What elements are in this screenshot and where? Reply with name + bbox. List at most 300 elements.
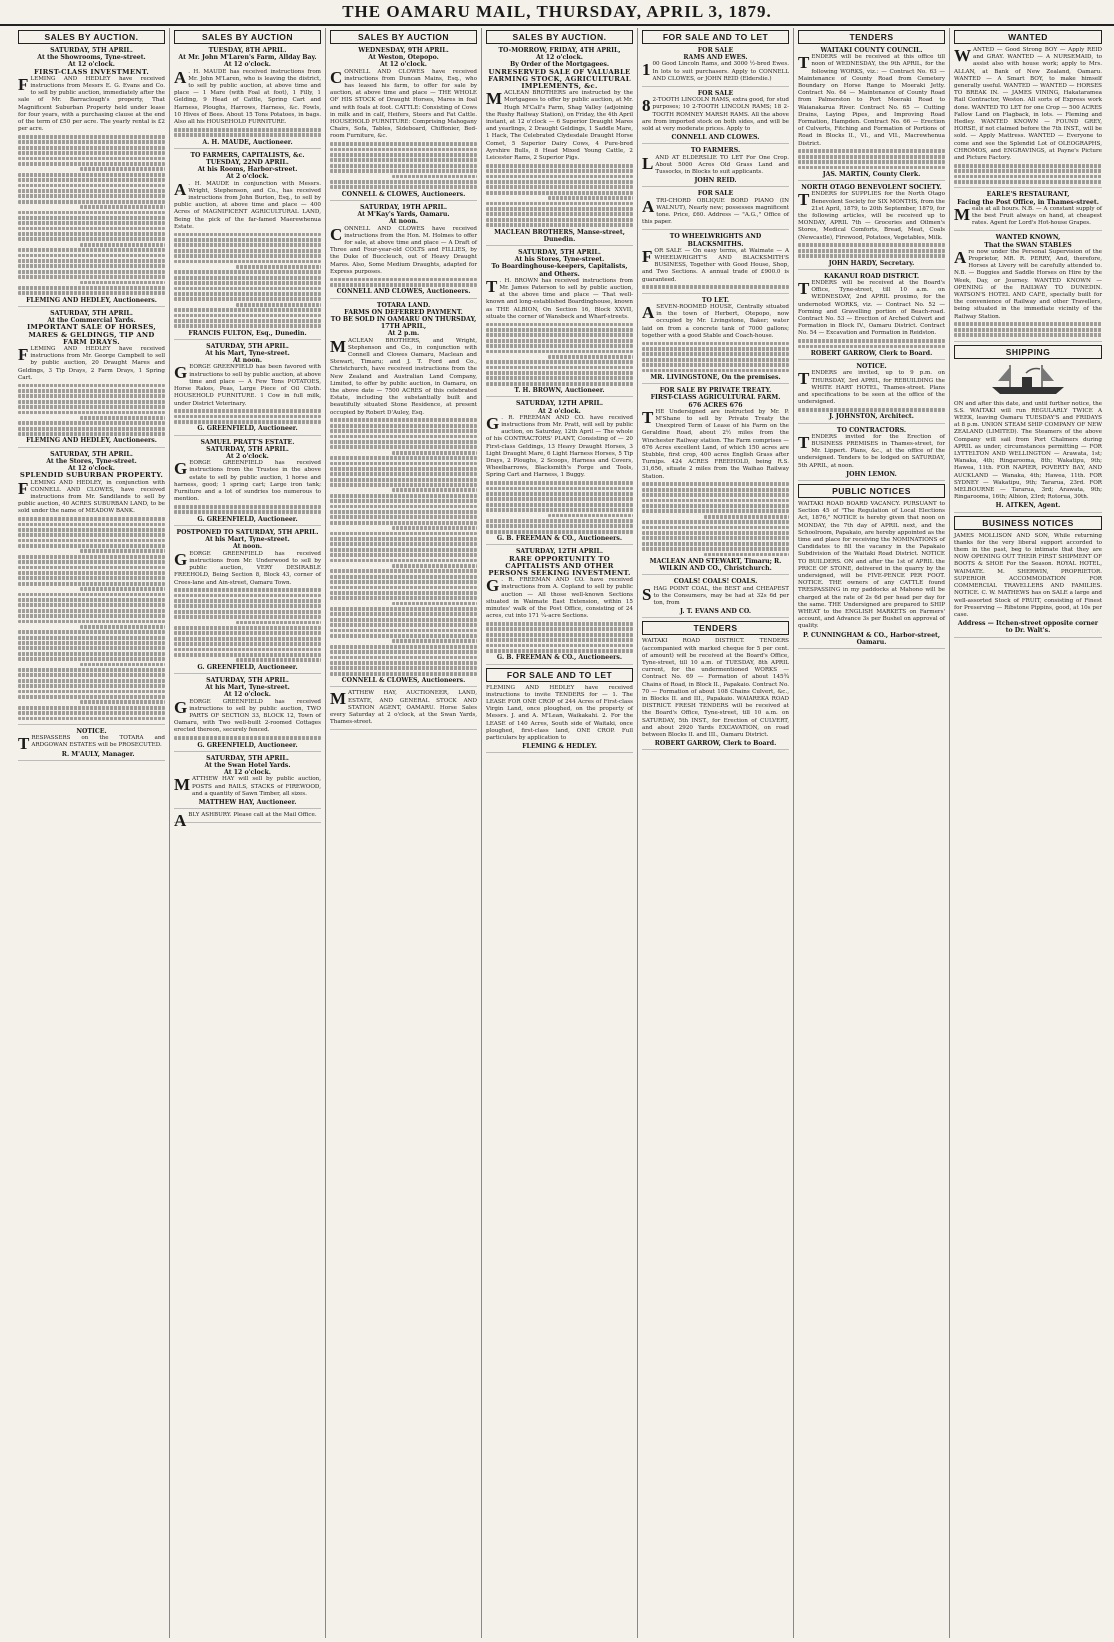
ad-heading: TUESDAY, 8TH APRIL. [208,47,287,54]
ad-signature: CONNELL AND CLOWES. [671,134,760,142]
text-line [704,553,789,557]
advertisement [798,273,945,360]
drop-cap: F [18,74,29,94]
advertisement [642,47,789,87]
advertisement [18,451,165,725]
text-line [18,593,165,597]
drop-cap: G [174,549,188,569]
ad-subline: To Boardinghouse-keepers, Capitalists, and Others. [491,263,628,278]
text-line [174,642,321,646]
ad-subline: At 12 o'clock. [224,61,271,69]
text-line [330,278,477,282]
advertisement [486,47,633,246]
text-line [174,653,321,657]
ad-body [174,460,321,503]
section-header: FOR SALE AND TO LET [642,30,789,44]
text-line [330,548,477,552]
ad-heading: WEDNESDAY, 9TH APRIL. [358,47,449,54]
ad-body [798,54,945,148]
ad-body-text: EORGE GREENFIELD has received instructions from the Trustee in the above estate to sell by public auction, 1 horse and harness, good; 1 spring cart; Large iron tank; Furniture and a lot of sundries too numerous to mention. [174,460,321,503]
text-line [330,499,477,503]
advertisement [18,728,165,761]
text-line [642,526,789,530]
text-line [548,196,633,200]
text-line [486,376,633,380]
text-line [548,355,633,359]
advertisement [798,47,945,181]
text-line [486,644,633,648]
text-line [174,736,321,740]
ad-body [486,278,633,321]
ad-heading: TO WHEELWRIGHTS AND BLACKSMITHS. [669,233,762,248]
drop-cap: T [642,407,654,427]
ad-heading: TO FARMERS. [690,147,741,155]
text-line [80,205,165,209]
ad-heading: FOR SALE [697,47,734,54]
text-line [486,339,633,343]
drop-cap: L [642,153,654,173]
ad-body [798,191,945,241]
text-line [798,249,945,253]
advertisement [330,204,477,299]
text-line [174,626,321,630]
advertisement [954,47,1102,188]
text-line [392,639,477,643]
footer-section-header: PUBLIC NOTICES [798,484,945,498]
drop-cap: M [330,336,347,356]
ad-body-text: ONNELL AND CLOWES have received instructions from the Hon. M. Holmes to offer for sale, at above time and place — A Draft of Three and Four-year-old COLTS and FILLIES, by the Duke of Buccleuch, out of Heavy Draught Mares. Also, Some Medium Draughts, adapted for Express purposes. [330,225,477,275]
drop-cap: G [174,459,188,479]
text-line [174,233,321,237]
text-line [330,537,477,541]
drop-cap: A [954,247,967,267]
ad-body-text: LEMING AND HEDLEY, in conjunction with CONNELL AND CLOWES, have received instructions from Mr. Sandilands to sell by public auction, 40 ACRES SUBURBAN LAND, to be sold under the name of MEADOW BANK. [18,479,165,515]
text-line [330,142,477,146]
ad-signature: G. B. FREEMAN & CO., Auctioneers. [496,654,623,662]
ad-heading: SATURDAY, 5TH APRIL. [50,47,133,54]
text-line [486,180,633,184]
text-line [798,149,945,153]
text-line [330,505,477,509]
text-line [642,493,789,497]
text-line [174,297,321,301]
footer-signature: FLEMING & HEDLEY. [522,743,597,751]
text-line [642,369,789,373]
ad-body-text: eals at all hours. N.B. — A constant supply of the best Fruit always on hand, at cheapest rates. Agent for Lord's Hot-house Grapes. [972,205,1102,227]
ad-body-text: . H. MAUDE in conjunction with Messrs. Wright, Stephenson, and Co., has received instructions from John Burton, Esq., to sell by public auction, at above time and place — 400 Acres of MAGNIFICENT AGRICULTURAL LAND, Being the pick of the far-famed Maerewhenua Estate. [174,180,321,230]
ad-subline: At noon. [232,543,263,551]
text-line [236,658,321,662]
shipping-body: ON and after this date, and until further notice, the S.S. WAITAKI will run REGULARLY TWICE A WEEK, leaving Oamaru TUESDAY'S and FRIDAYS at 8 p.m. UNION STEAM SHIP COMPANY OF NEW ZEALAND (LIMITED). The Steamers of the above Company will sail from Port Chalmers during APRIL as under, circumstances permitting — FOR LYTTELTON AND WELLINGTON — Arawata, 1st; Wanaka, 4th; Ringarooma, 8th; Wakatipu, 9th; Hawea, 11th. FOR NAPIER, POVERTY BAY, AND AUCKLAND — Wanaka, 4th; Hawea, 11th. FOR SYDNEY — Wakatipu, 9th; Tararua, 23rd. FOR MELBOURNE — Tararua, 3rd; Arawata, 9th; Ringarooma, 16th; Albion, 23rd; Rotorua, 30th. [954,400,1102,501]
text-line [174,249,321,253]
text-line [330,650,477,654]
ad-heading: SAMUEL PRATT'S ESTATE. [200,438,295,446]
ad-signature: G. GREENFIELD, Auctioneer. [197,425,298,433]
text-line [486,360,633,364]
ad-heading: NOTICE. [856,363,887,371]
footer-body: FLEMING AND HEDLEY have received instructions to invite TENDERS for — 1. The LEASE FOR ONE CROP of 244 Acres of First-class Virgin Land, once ploughed, on the property of Messrs. J. and A. M'Lean, Waikakahi. 2. For the LEASE of 140 Acres, South side of Waitaki, once ploughed, first-class land, ONE CROP. Full particulars by application to [486,684,633,741]
advertisement [642,297,789,384]
text-line [18,630,165,634]
ad-signature: A. H. MAUDE, Auctioneer. [202,138,293,146]
text-line [486,508,633,512]
text-line [954,328,1102,332]
text-line [486,164,633,168]
column-5 [638,28,794,1638]
shipping-notice [954,401,1102,513]
ad-subline: At the Showrooms, Tyne-street. [37,54,146,62]
text-line [486,382,633,386]
ad-body [18,480,165,516]
text-line [18,523,165,527]
drop-cap: T [486,276,498,296]
text-line [392,488,477,492]
text-line [18,162,165,166]
text-line [330,656,477,660]
text-line [486,344,633,348]
ad-heading: TO LET. [701,296,730,304]
advertisement [330,690,477,730]
text-line [486,497,633,501]
ad-signature: R. M'AULY, Manager. [61,750,135,758]
text-line [18,652,165,656]
ad-subline: At 2 o'clock. [226,173,269,181]
ad-body [798,370,945,406]
ad-body [954,47,1102,162]
ad-subline: At 12 o'clock. [68,465,115,473]
drop-cap: G [174,363,188,383]
ad-heading: SATURDAY, 5TH APRIL. [50,309,133,317]
text-line [330,510,477,514]
text-line [174,637,321,641]
footer-signature: P. CUNNINGHAM & CO., Harbor-street, Oamaru. [802,631,941,646]
ad-body-text: 00 Good Lincoln Rams, and 3000 ½-bred Ewes. In lots to suit purchasers. Apply to CONNELL AND CLOWES, or JOHN REID (Elderslie.) [652,61,789,82]
drop-cap: F [18,344,29,364]
footer-section-header: TENDERS [642,621,789,635]
ad-body-text: EORGE GREENFIELD has been favored with instructions to sell by public auction, at above time and place — A Few Tons POTATOES, Horse Rakes, Peas, Large Piece of Oil Cloth. HOUSEHOLD FURNITURE. 1 Cow in full milk, under District Veterinary. [174,364,321,407]
section-header: SALES BY AUCTION. [486,30,633,44]
ad-body [642,61,789,83]
text-line [174,243,321,247]
ad-subline: At Mr. John M'Laren's Farm, Allday Bay. [178,54,317,62]
text-line [486,207,633,211]
text-line [954,175,1102,179]
ad-body-text: ONNELL AND CLOWES have received instructions from Duncan Mains, Esq., who has leased his farm, to offer for sale by auction, at above time and place — THE WHOLE OF HIS STOCK of Draught Horses, Mares in foal and with foals at foot. CATTLE: Consisting of Cows in milk and in calf, Heifers, Steers and Fat Cattle. HOUSEHOLD FURNITURE: Comprising Mahogany Chairs, Sofa, Tables, Sideboard, Chiffonier, Bed-room Furniture, &c. [330,68,477,140]
ad-subline: At 2 o'clock. [538,407,581,415]
text-line [330,478,477,482]
text-line [18,184,165,188]
text-line [642,352,789,356]
ad-signature: FRANCIS FULTON, Esq., Dunedin. [188,329,307,337]
advertisement [798,427,945,481]
ad-body-text: ENDERS will be received at the Board's Office, Tyne-street, till 10 a.m. on WEDNESDAY, 2nd APRIL proximo, for the undernoted WORKS, viz. — Contract No. 52 — Forming and Gravelling portion of Beach-road. Contract No. 53 — Erection of Arched Culvert and Formation in Block IV., Oamaru District. Contract No. 54 — Excavation and Formation in Reidston. [798,280,945,337]
text-line [18,673,165,677]
ad-body-text: LEMING AND HEDLEY have received instructions from Mr. George Campbell to sell by public auction, 20 Draught Mares and Geldings, 3 Tip Drays, 2 Farm Drays, 1 Spring Cart. [18,345,165,381]
drop-cap: M [330,689,347,709]
ad-body-text: AND AT ELDERSLIE TO LET For One Crop. About 5000 Acres Old Grass Land and Tussocks, in Blocks to suit applicants. [655,154,789,176]
ad-heading: TO-MORROW, FRIDAY, 4TH APRIL, [498,47,621,54]
text-line [954,180,1102,184]
text-line [486,627,633,631]
text-line [330,586,477,590]
text-line [174,281,321,285]
ad-subline: At 12 o'clock. [380,61,427,69]
ad-subline: TUESDAY, 22ND APRIL. [206,159,289,167]
drop-cap: G [486,576,500,596]
text-line [18,528,165,532]
ad-signature: T. H. BROWN, Auctioneer. [514,387,605,395]
text-line [18,576,165,580]
text-line [642,547,789,551]
ad-caption: UNRESERVED SALE OF VALUABLE FARMING STOCK, AGRICULTURAL IMPLEMENTS, &c. [488,67,631,91]
drop-cap: F [18,478,29,498]
text-line [174,505,321,509]
section-header: TENDERS [798,30,945,44]
ad-body-text: . R. FREEMAN AND CO. have received instructions from A. Copland to sell by public auction — All those well-known Sections situated in Waimate East Extension, within 15 minutes' walk of the Post Office, consisting of 24 acres, cut into 171 ¼-acre Sections. [486,577,633,620]
text-line [18,384,165,388]
text-line [18,146,165,150]
text-line [18,394,165,398]
text-line [798,243,945,247]
text-line [486,328,633,332]
text-line [18,248,165,252]
ad-caption: FIRST-CLASS INVESTMENT. [34,67,149,76]
text-line [18,259,165,263]
text-line [642,358,789,362]
text-line [798,345,945,349]
text-line [174,631,321,635]
text-line [18,717,165,721]
text-line [18,657,165,661]
ad-body [486,90,633,162]
ad-body-text: . H. MAUDE has received instructions from Mr. John M'Laren, who is leaving the district, to sell by public auction, at above time and place — 1 Mare (with Foal at foot), 1 Filly, 1 Gelding, 9 Head of Cattle, Spring Cart and Harness, Ploughs, Harrows, Harness, &c. Fowls, 10 Hives of Bees. About 15 Tons Potatoes, in bags. Also all his HOUSEHOLD FURNITURE. [174,68,321,126]
text-line [486,223,633,227]
drop-cap: A [642,196,655,216]
ad-signature: G. GREENFIELD, Auctioneer. [197,515,298,523]
text-line [486,175,633,179]
text-line [174,270,321,274]
ad-body [642,97,789,133]
text-line [174,409,321,413]
text-line [330,591,477,595]
text-line [174,648,321,652]
text-line [174,615,321,619]
text-line [174,260,321,264]
ad-signature: MACLEAN AND STEWART, Timaru; R. WILKIN AND CO., Christchurch. [649,557,782,573]
ad-body [798,280,945,338]
ad-body-text: LEMING AND HEDLEY have received instructions from Messrs E. G. Evans and Co. to sell by public auction, immediately after the sale of Mr. Barraclough's property, That Magnificent Suburban Property held under lease for four years, with a purchasing clause at the end of the term of £50 per acre. The yearly rental is £2 per acre. [18,75,165,133]
text-line [330,467,477,471]
text-line [18,135,165,139]
text-line [18,690,165,694]
text-line [954,322,1102,326]
text-line [18,646,165,650]
text-line [330,148,477,152]
text-line [236,621,321,625]
text-line [330,494,477,498]
ad-body-text: ATTHEW HAY, AUCTIONEER, LAND, ESTATE, AND GENERAL STOCK AND STATION AGENT, OAMARU. Horse Sales every Saturday at 2 o'clock, at the Swan Yards, Thames-street. [330,690,477,726]
advertisement [486,548,633,664]
drop-cap: T [18,734,30,754]
ad-body-text: . H. BROWN has received instructions from Mr. James Paterson to sell by public auction, at the above time and place — That well-known and long-established Boardinghouse, known as THE ALBION, On Section 16, Block XXVII, situate the corner of Wansbeck and Wharf-streets. [486,277,633,320]
ad-body [642,248,789,284]
text-line [392,526,477,530]
ad-caption: IMPORTANT SALE OF HORSES, MARES & GELDINGS, TIP AND FARM DRAYS. [26,323,157,346]
text-line [330,559,477,563]
drop-cap: G [174,697,188,717]
ad-signature: FLEMING AND HEDLEY, Auctioneers. [26,296,157,304]
text-line [330,283,477,287]
text-line [18,140,165,144]
ad-caption: SPLENDID SUBURBAN PROPERTY. [19,471,164,480]
text-line [18,684,165,688]
drop-cap: T [798,190,810,210]
column-3 [326,28,482,1638]
text-line [174,415,321,419]
text-line [392,602,477,606]
ad-body-text: TRI-CHORD OBLIQUE BORD PIANO (IN WALNUT), Nearly new; possesses magnificent tone. Price, £60. Address — "A.G.," Office of this paper. [642,197,789,226]
drop-cap: 1 [642,60,651,80]
text-line [642,482,789,486]
advertisement [174,677,321,752]
text-line [392,451,477,455]
ad-body-text: ACLEAN BROTHERS are instructed by the Mortgagees to offer by public auction, at Mr. Hugh M'Call's Farm, Shag Valley (adjoining the Rushy Railway Station), on Friday, the 4th April instant, at 12 o'clock — 6 Superior Draught Mares and yearlings, 2 Draught Geldings, 1 Saddle Mare, 1 Hack, The Celebrated Clydesdale Draught Horse Comet, 5 Superior Dairy Cows, 4 Pure-bred Ayrshire Bulls, 8 Head Mixed Young Cattle, 2 Leicester Rams, 2 Superior Pigs. [486,90,633,162]
advertisement [174,811,321,831]
advertisement [486,400,633,545]
ad-subline: At his Rooms, Harbor-street. [197,166,298,174]
text-line [486,333,633,337]
drop-cap: F [642,246,653,266]
ad-heading: SATURDAY, 12TH APRIL. [515,548,604,556]
text-line [954,169,1102,173]
text-line [330,575,477,579]
ad-heading: FOR SALE BY PRIVATE TREATY. [659,387,772,395]
ad-body [174,551,321,587]
ad-body [174,181,321,231]
text-line [486,366,633,370]
text-line [18,421,165,425]
text-line [486,191,633,195]
ad-subline: At noon. [232,357,263,365]
ad-subline: At 2 p.m. [387,330,420,338]
text-line [18,200,165,204]
text-line [174,610,321,614]
ad-body [486,415,633,480]
text-line [486,371,633,375]
column-1 [14,28,170,1638]
footer-section-header: FOR SALE AND TO LET [486,668,633,682]
drop-cap: T [798,53,810,73]
text-line [18,157,165,161]
text-line [18,517,165,521]
ad-body [174,69,321,127]
ad-body [330,690,477,726]
advertisement [174,343,321,436]
text-line [798,160,945,164]
text-line [642,504,789,508]
ad-body [174,811,321,831]
text-line [174,308,321,312]
text-line [330,607,477,611]
column-4 [482,28,638,1638]
ad-subline: RAMS AND EWES. [683,54,748,62]
text-line [18,432,165,436]
text-line [548,514,633,518]
masthead: THE OAMARU MAIL, THURSDAY, APRIL 3, 1879. [0,0,1114,26]
ad-heading: SATURDAY, 12TH APRIL. [515,400,604,408]
text-line [174,314,321,318]
text-line [642,520,789,524]
text-line [174,420,321,424]
text-line [174,588,321,592]
ad-heading: SATURDAY, 5TH APRIL. [206,342,289,350]
text-line [174,254,321,258]
text-line [80,663,165,667]
ad-heading: POSTPONED TO SATURDAY, 5TH APRIL. [176,529,319,537]
ad-heading: KAKANUI ROAD DISTRICT. [823,272,920,280]
ad-subline: At the Stores, Tyne-street. [46,457,137,465]
ad-body-text: ENDERS invited for the Erection of BUSINESS PREMISES in Thames-street, for Mr. Lippert. Plans, &c., at the office of the undersigned. Tenders to be lodged on SATURDAY, 5th APRIL, at noon. [798,433,945,469]
text-line [174,594,321,598]
text-line [330,472,477,476]
ship-icon [988,363,1068,397]
text-line [80,167,165,171]
footer-notice [954,533,1102,638]
text-line [18,544,165,548]
text-line [486,323,633,327]
drop-cap: G [486,413,500,433]
text-line [18,400,165,404]
ad-subline: FARMS ON DEFERRED PAYMENT. [344,308,463,316]
text-line [18,427,165,431]
advertisement [798,184,945,270]
advertisement [174,439,321,526]
ad-body-text: re now under the Personal Supervision of the Proprietor, MR. R. PERRY, And, therefore, Horses at Livery will be carefully attended to. N.B. — Buggies and Saddle Horses on Hire by the Week, Day, or Journey. WANTED KNOWN — OPENING of the RAILWAY TO DUNEDIN. WATSON'S HOTEL AND CAFE, specially built for the convenience of Railway and other Travellers, being situated in the immediate vicinity of the Railway Station. [954,248,1102,320]
text-line [486,212,633,216]
advertisement [174,529,321,674]
text-line [18,555,165,559]
text-line [642,488,789,492]
text-line [330,418,477,422]
text-line [330,623,477,627]
ad-heading: WAITAKI COUNTY COUNCIL. [820,47,923,54]
text-line [330,553,477,557]
footer-notice [798,501,945,649]
ad-body-text: HE Undersigned are instructed by Mr. P. M'Shane to sell by Private Treaty the Unexpired Term of Lease of his Farm on the Geraldine Road, about 2½ miles from the Winchester Railway station. The Farm comprises — 676 Acres excellent Land, of which 150 acres are Stubble, first crop, 400 acres English Grass after Turnips. 424 ACRES FREEHOLD, being R.S. 31,656, situate 2 miles from the Waihao Railway Station. [642,408,789,480]
ad-subline: That the SWAN STABLES [984,241,1072,249]
ad-body [642,304,789,340]
ad-body-text: ENDERS will be received at this office till noon of WEDNESDAY, the 9th APRIL, for the following WORKS, viz.: — Contract No. 63 — Maintenance of County Road from Cemetery Boundary on Horse Range to Moeraki Jetty. Contract No. 64 — Maintenance of County Road from Palmerston to Port Moeraki Road to Waianakarua River. Contract No. 65 — Cutting Drains, Laying Pipes, and Improving Road Formation, Hampden. Contract No. 66 — Erection of Culverts, Fitching and Formation of Portions of Road in Blocks II., VI., and VII., Macrewhenua District. [798,54,945,147]
text-line [704,515,789,519]
drop-cap: M [174,775,191,795]
drop-cap: C [330,67,343,87]
ad-heading: TO FARMERS, CAPITALISTS, &c. [190,151,305,159]
text-line [18,539,165,543]
text-line [236,265,321,269]
text-line [236,303,321,307]
ad-body [174,776,321,798]
text-line [18,189,165,193]
advertisement [954,234,1102,341]
ad-body [486,577,633,620]
footer-signature: Address — Itchen-street opposite corner to Dr. Walt's. [957,620,1099,635]
text-line [18,560,165,564]
text-line [330,672,477,676]
text-line [330,629,477,633]
text-line [330,153,477,157]
text-line [330,521,477,525]
section-header: SALES BY AUCTION. [18,30,165,44]
